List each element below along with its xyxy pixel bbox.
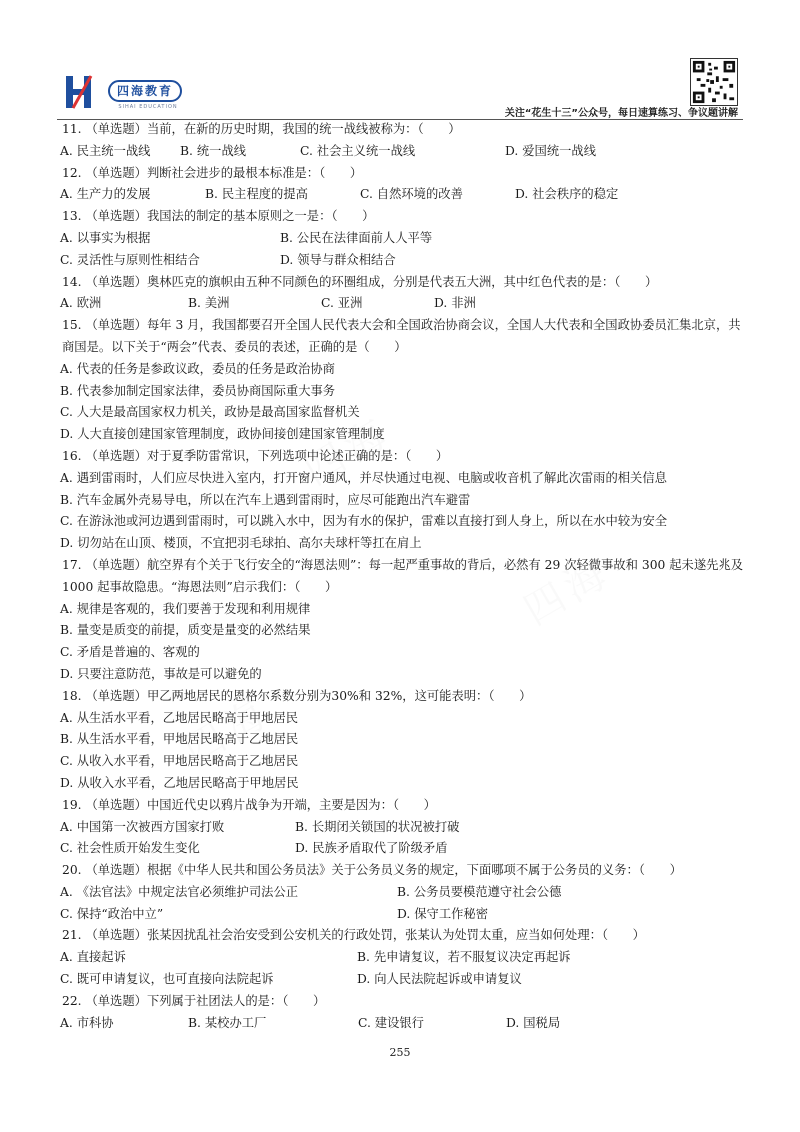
question-stem: 21. （单选题）张某因扰乱社会治安受到公安机关的行政处罚，张某认为处罚太重，应当如何处理：（ ） <box>62 928 645 943</box>
question-stem: 20. （单选题）根据《中华人民共和国公务员法》关于公务员义务的规定，下面哪项不属于公务员的义务：（ ） <box>62 863 682 878</box>
answer-option[interactable]: C. 既可申请复议，也可直接向法院起诉 <box>60 972 274 987</box>
answer-option[interactable]: C. 建设银行 <box>358 1015 424 1030</box>
answer-option[interactable]: D. 人大直接创建国家管理制度，政协间接创建国家管理制度 <box>60 427 385 442</box>
answer-option[interactable]: A. 欧洲 <box>60 296 102 311</box>
question-stem: 16. （单选题）对于夏季防雷常识，下列选项中论述正确的是：（ ） <box>62 448 449 463</box>
options-row <box>60 1013 744 1035</box>
question-item <box>60 686 744 795</box>
answer-option[interactable]: B. 汽车金属外壳易导电，所以在汽车上遇到雷雨时，应尽可能跑出汽车避雷 <box>60 492 471 507</box>
question-stem: 22. （单选题）下列属于社团法人的是：（ ） <box>62 993 326 1008</box>
question-stem: 14. （单选题）奥林匹克的旗帜由五种不同颜色的环圈组成，分别是代表五大洲，其中红色代表的是：（ ） <box>62 274 658 289</box>
header-note: 关注“花生十三”公众号，每日速算练习、争议题讲解 <box>504 108 738 119</box>
answer-option[interactable]: D. 从收入水平看，乙地居民略高于甲地居民 <box>60 775 299 790</box>
answer-option[interactable]: B. 公民在法律面前人人平等 <box>280 230 433 245</box>
answer-option[interactable]: C. 保持“政治中立” <box>60 906 164 921</box>
page-header <box>0 0 800 122</box>
answer-option[interactable]: C. 从收入水平看，甲地居民略高于乙地居民 <box>60 754 299 769</box>
answer-option[interactable]: D. 国税局 <box>506 1015 561 1030</box>
answer-option[interactable]: C. 社会性质开始发生变化 <box>60 841 200 856</box>
options-row <box>60 228 744 250</box>
answer-option[interactable]: D. 民族矛盾取代了阶级矛盾 <box>295 841 448 856</box>
answer-option[interactable]: B. 从生活水平看，甲地居民略高于乙地居民 <box>60 732 299 747</box>
question-stem: 19. （单选题）中国近代史以鸦片战争为开端，主要是因为：（ ） <box>62 797 436 812</box>
answer-option[interactable]: B. 先申请复议，若不服复议决定再起诉 <box>357 950 571 965</box>
sihai-logo-icon <box>62 72 102 112</box>
question-item <box>60 119 744 163</box>
question-list <box>60 119 744 1034</box>
answer-option[interactable]: B. 某校办工厂 <box>188 1015 267 1030</box>
page-number: 255 <box>389 1046 411 1059</box>
logo-subtitle: SIHAI EDUCATION <box>118 104 178 110</box>
answer-option[interactable]: C. 社会主义统一战线 <box>300 143 416 158</box>
question-stem: 15. （单选题）每年 3 月，我国都要召开全国人民代表大会和全国政治协商会议，全国人大代表和全国政协委员汇集北京，共商国是。以下关于“两会”代表、委员的表述，正确的是（ ） <box>62 318 741 354</box>
answer-option[interactable]: B. 代表参加制定国家法律，委员协商国际重大事务 <box>60 383 336 398</box>
question-item <box>60 555 744 686</box>
answer-option[interactable]: C. 亚洲 <box>321 296 363 311</box>
options-row <box>60 969 744 991</box>
question-item <box>60 795 744 860</box>
answer-option[interactable]: A. 遇到雷雨时，人们应尽快进入室内，打开窗户通风，并尽快通过电视、电脑或收音机了解此次雷雨的相关信息 <box>60 470 667 485</box>
options-row <box>60 817 744 839</box>
options-row <box>60 141 744 163</box>
answer-option[interactable]: B. 民主程度的提高 <box>205 187 308 202</box>
answer-option[interactable]: C. 灵活性与原则性相结合 <box>60 252 200 267</box>
answer-option[interactable]: C. 人大是最高国家权力机关，政协是最高国家监督机关 <box>60 405 360 420</box>
question-stem: 12. （单选题）判断社会进步的最根本标准是：（ ） <box>62 165 363 180</box>
answer-option[interactable]: D. 非洲 <box>434 296 476 311</box>
answer-option[interactable]: D. 切勿站在山顶、楼顶，不宜把羽毛球拍、高尔夫球杆等扛在肩上 <box>60 536 422 551</box>
answer-option[interactable]: D. 只要注意防范，事故是可以避免的 <box>60 666 262 681</box>
answer-option[interactable]: C. 在游泳池或河边遇到雷雨时，可以跳入水中，因为有水的保护，雷难以直接打到人身上，所以在水中较为安全 <box>60 514 668 529</box>
answer-option[interactable]: B. 美洲 <box>188 296 230 311</box>
answer-option[interactable]: A. 中国第一次被西方国家打败 <box>60 819 225 834</box>
question-item <box>60 991 744 1035</box>
answer-option[interactable]: A. 生产力的发展 <box>60 187 151 202</box>
answer-option[interactable]: D. 领导与群众相结合 <box>280 252 396 267</box>
question-stem: 18. （单选题）甲乙两地居民的恩格尔系数分别为30%和 32%，这可能表明：（ ） <box>62 688 532 703</box>
question-item <box>60 206 744 271</box>
question-item <box>60 272 744 316</box>
answer-option[interactable]: C. 矛盾是普遍的、客观的 <box>60 645 200 660</box>
question-item <box>60 925 744 990</box>
answer-option[interactable]: A. 代表的任务是参政议政，委员的任务是政治协商 <box>60 361 335 376</box>
question-item <box>60 315 744 446</box>
options-row <box>60 293 744 315</box>
answer-option[interactable]: A. 市科协 <box>60 1015 114 1030</box>
answer-option[interactable]: A. 民主统一战线 <box>60 143 151 158</box>
options-row <box>60 882 744 904</box>
answer-option[interactable]: D. 保守工作秘密 <box>397 906 489 921</box>
answer-option[interactable]: C. 自然环境的改善 <box>360 187 463 202</box>
options-row <box>60 250 744 272</box>
answer-option[interactable]: D. 爱国统一战线 <box>505 143 597 158</box>
answer-option[interactable]: A. 直接起诉 <box>60 950 126 965</box>
answer-option[interactable]: B. 长期闭关锁国的状况被打破 <box>295 819 460 834</box>
logo-text: 四海教育 <box>108 80 182 102</box>
answer-option[interactable]: A. 规律是客观的，我们要善于发现和利用规律 <box>60 601 311 616</box>
options-row <box>60 184 744 206</box>
answer-option[interactable]: B. 公务员要模范遵守社会公德 <box>397 884 562 899</box>
question-stem: 11. （单选题）当前，在新的历史时期，我国的统一战线被称为：（ ） <box>62 122 461 136</box>
question-item <box>60 446 744 555</box>
answer-option[interactable]: D. 社会秩序的稳定 <box>515 187 619 202</box>
question-stem: 13. （单选题）我国法的制定的基本原则之一是：（ ） <box>62 209 375 224</box>
options-row <box>60 947 744 969</box>
answer-option[interactable]: A. 从生活水平看，乙地居民略高于甲地居民 <box>60 710 299 725</box>
answer-option[interactable]: B. 量变是质变的前提，质变是量变的必然结果 <box>60 623 311 638</box>
options-row <box>60 904 744 926</box>
question-stem: 17. （单选题）航空界有个关于飞行安全的“海恩法则”：每一起严重事故的背后，必然有 29 次轻微事故和 300 起未遂先兆及 1000 起事故隐患。“海恩法则”启示我们：（ ） <box>62 557 744 594</box>
qr-code-icon <box>690 58 738 106</box>
options-row <box>60 838 744 860</box>
answer-option[interactable]: A. 以事实为根据 <box>60 230 151 245</box>
question-item <box>60 860 744 925</box>
question-item <box>60 163 744 207</box>
answer-option[interactable]: D. 向人民法院起诉或申请复议 <box>357 972 522 987</box>
answer-option[interactable]: A. 《法官法》中规定法官必须维护司法公正 <box>60 884 299 899</box>
answer-option[interactable]: B. 统一战线 <box>180 143 247 158</box>
